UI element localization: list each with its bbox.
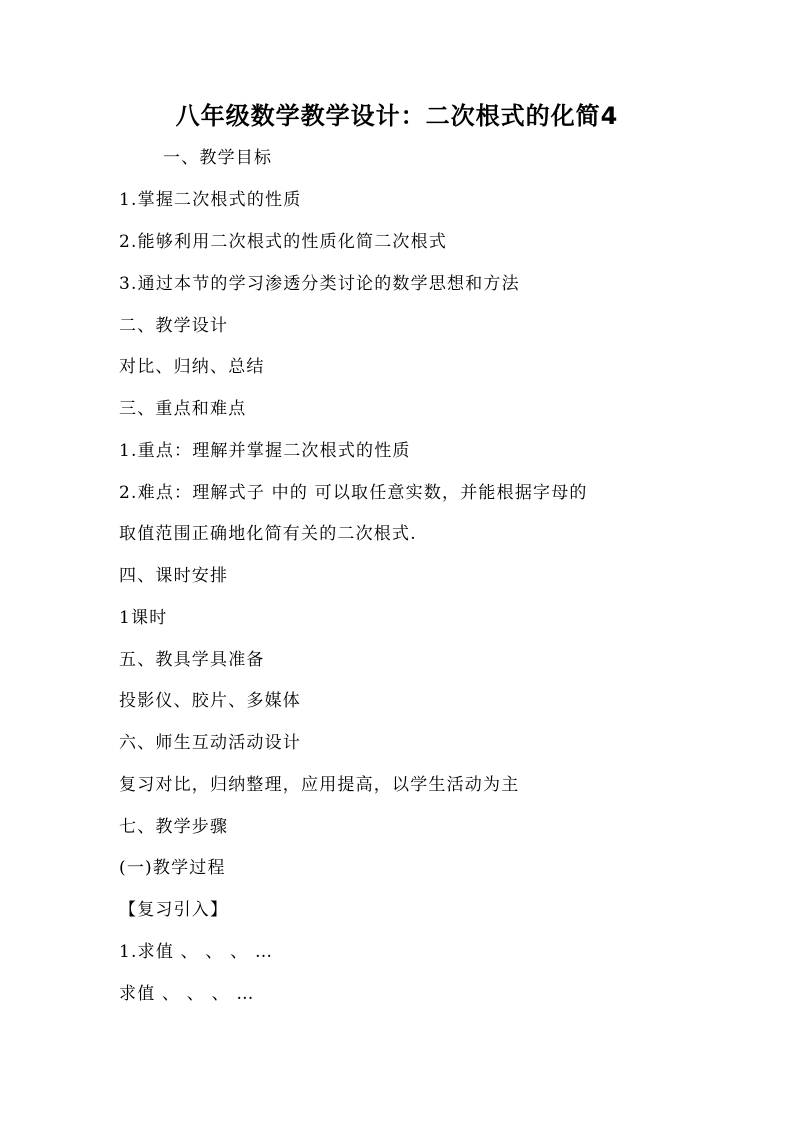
- materials-text: 投影仪、胶片、多媒体: [119, 691, 301, 711]
- goal-item-1: 1.掌握二次根式的性质: [119, 190, 302, 210]
- section-heading-interaction: 六、师生互动活动设计: [119, 733, 301, 753]
- teaching-design-text: 对比、归纳、总结: [119, 357, 265, 377]
- goal-item-3: 3.通过本节的学习渗透分类讨论的数学思想和方法: [119, 274, 520, 294]
- schedule-text: 1课时: [119, 608, 168, 628]
- section-heading-key-points: 三、重点和难点: [119, 399, 247, 419]
- review-exercise-2: 求值 、 、 、 …: [119, 984, 255, 1004]
- section-heading-steps: 七、教学步骤: [119, 817, 229, 837]
- section-heading-materials: 五、教具学具准备: [119, 650, 265, 670]
- document-title: 八年级数学教学设计：二次根式的化简4: [175, 102, 619, 130]
- goal-item-2: 2.能够利用二次根式的性质化简二次根式: [119, 232, 448, 252]
- difficulty-item: 2.难点：理解式子 中的 可以取任意实数，并能根据字母的: [119, 483, 588, 503]
- section-heading-schedule: 四、课时安排: [119, 566, 229, 586]
- section-heading-teaching-goals: 一、教学目标: [163, 148, 273, 168]
- key-point-item: 1.重点：理解并掌握二次根式的性质: [119, 441, 411, 461]
- section-heading-teaching-design: 二、教学设计: [119, 316, 229, 336]
- subsection-heading-process: (一)教学过程: [119, 858, 226, 878]
- interaction-text: 复习对比，归纳整理，应用提高，以学生活动为主: [119, 775, 520, 795]
- review-exercise-1: 1.求值 、 、 、 …: [119, 942, 274, 962]
- difficulty-item-continued: 取值范围正确地化简有关的二次根式.: [119, 524, 417, 544]
- review-intro-heading: 【复习引入】: [119, 900, 229, 920]
